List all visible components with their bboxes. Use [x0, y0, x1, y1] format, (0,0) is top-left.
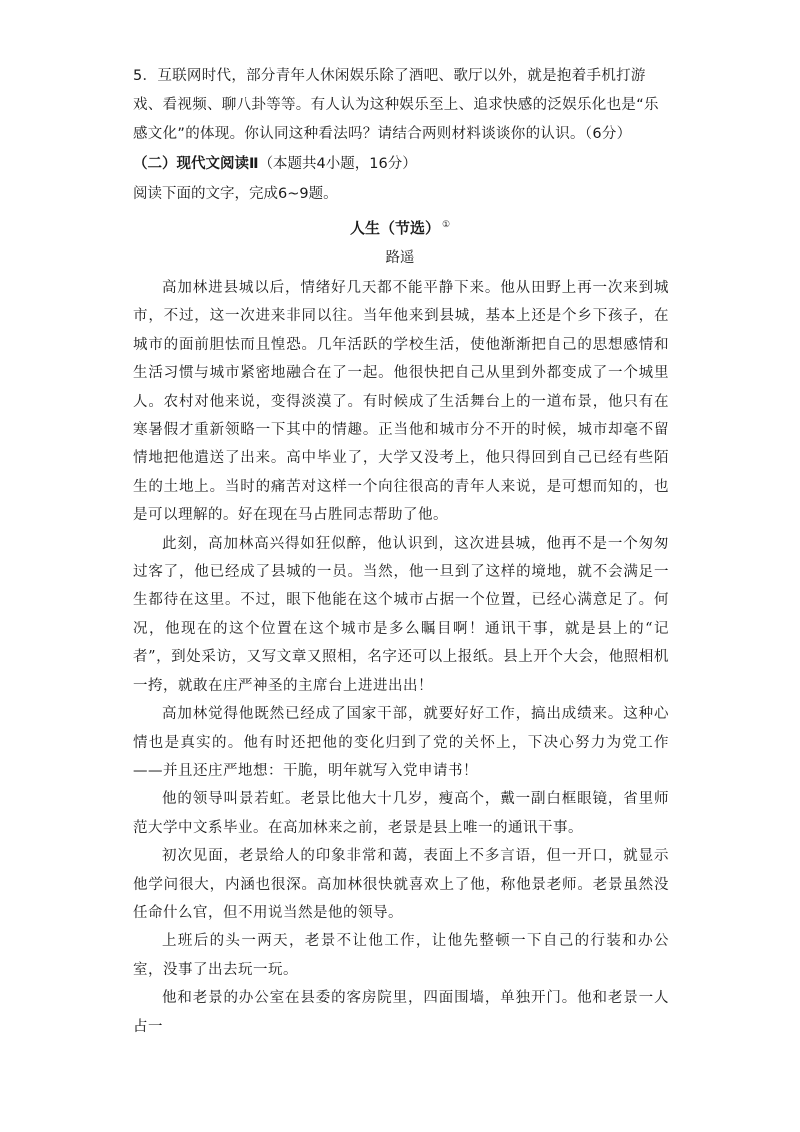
paragraph: 上班后的头一两天，老景不让他工作，让他先整顿一下自己的行装和办公室，没事了出去玩一玩。 — [133, 933, 669, 978]
paragraph: 高加林进县城以后，情绪好几天都不能平静下来。他从田野上再一次来到城市，不过，这一次进来非同以往。当年他来到县城，基本上还是个乡下孩子，在城市的面前胆怯而且惶恐。几年活跃的学校生活，使他渐渐把自己的思想感情和生活习惯与城市紧密地融合在了一起。他很快把自己从里到外都变成了一个城里人。农村对他来说，变得淡漠了。有时候成了生活舞台上的一道布景，他只有在寒暑假才重新领略一下其中的情趣。正当他和城市分不开的时候，城市却毫不留情地把他遣送了出来。高中毕业了，大学又没考上，他只得回到自己已经有些陌生的土地上。当时的痛苦对这样一个向往很高的青年人来说，是可想而知的，也是可以理解的。好在现在马占胜同志帮助了他。 — [133, 280, 669, 524]
paragraph: 他和老景的办公室在县委的客房院里，四面围墙，单独开门。他和老景一人占一 — [133, 990, 669, 1035]
paragraph: 高加林觉得他既然已经成了国家干部，就要好好工作，搞出成绩来。这种心情也是真实的。他有时还把他的变化归到了党的关怀上，下决心努力为党工作——并且还庄严地想：干脆，明年就写入党申请书！ — [133, 706, 669, 779]
article-title-line — [0, 216, 800, 240]
paragraph: 他的领导叫景若虹。老景比他大十几岁，瘦高个，戴一副白框眼镜，省里师范大学中文系毕业。在高加林来之前，老景是县上唯一的通讯干事。 — [133, 791, 669, 836]
paragraph: 初次见面，老景给人的印象非常和蔼，表面上不多言语，但一开口，就显示他学问很大，内涵也很深。高加林很快就喜欢上了他，称他景老师。老景虽然没任命什么官，但不用说当然是他的领导。 — [133, 848, 669, 921]
paragraph: 此刻，高加林高兴得如狂似醉，他认识到，这次进县城，他再不是一个匆匆过客了，他已经成了县城的一员。当然，他一旦到了这样的境地，就不会满足一生都待在这里。不过，眼下他能在这个城市占据一个位置，已经心满意足了。何况，他现在的这个位置在这个城市是多么瞩目啊！通讯干事，就是县上的“记者”，到处采访，又写文章又照相，名字还可以上报纸。县上开个大会，他照相机一挎，就敢在庄严神圣的主席台上进进出出！ — [133, 535, 669, 694]
section-heading — [133, 150, 669, 179]
article-title: 人生（节选） — [349, 219, 440, 237]
article-author: 路遥 — [385, 250, 415, 266]
section-note: （本题共4小题，16分） — [258, 156, 417, 172]
footnote-mark: ① — [441, 220, 451, 230]
article-body — [133, 274, 669, 1041]
reading-instruction: 阅读下面的文字，完成6~9题。 — [133, 186, 338, 202]
section-title: （二）现代文阅读Ⅱ — [133, 156, 259, 172]
question-5: 5．互联网时代，部分青年人休闲娱乐除了酒吧、歌厅以外，就是抱着手机打游戏、看视频、聊八卦等等。有人认为这种娱乐至上、追求快感的泛娱乐化也是“乐感文化”的体现。你认同这种看法吗？请结合两则材料谈谈你的认识。（6分） — [133, 68, 659, 142]
